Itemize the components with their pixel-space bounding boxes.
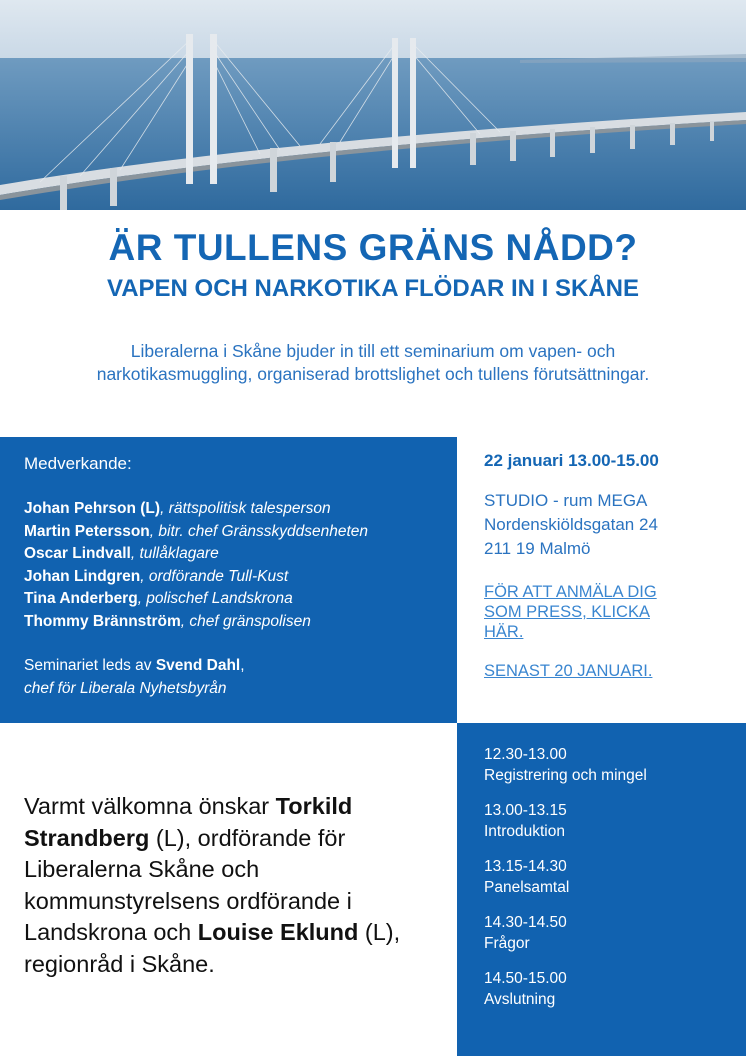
- intro-line-2: narkotikasmuggling, organiserad brottslighet och tullens förutsättningar.: [96, 364, 650, 384]
- moderator-block: [24, 655, 245, 700]
- participants-panel: [0, 437, 457, 723]
- intro-text: [40, 340, 706, 386]
- speaker-item: [24, 588, 368, 611]
- schedule-item: [484, 800, 647, 842]
- schedule-panel: [457, 723, 746, 1056]
- schedule-time: 13.15-14.30: [484, 858, 567, 875]
- event-date: 22 januari 13.00-15.00: [484, 451, 659, 470]
- moderator-prefix: Seminariet leds av: [24, 657, 156, 674]
- participants-heading: Medverkande:: [24, 454, 132, 473]
- schedule-time: 13.00-13.15: [484, 802, 567, 819]
- moderator-name: Svend Dahl: [155, 657, 241, 674]
- venue-line-2: Nordenskiöldsgatan 24: [484, 515, 658, 534]
- welcome-part-3: (L), regionråd i Skåne.: [24, 919, 401, 977]
- schedule-title: Frågor: [484, 935, 530, 952]
- schedule-title: Introduktion: [484, 823, 565, 840]
- venue-line-3: 211 19 Malmö: [484, 539, 591, 558]
- speaker-role: , bitr. chef Gränsskyddsenheten: [149, 522, 369, 540]
- welcome-part-1: Varmt välkomna önskar: [24, 793, 276, 819]
- speaker-name: Martin Petersson: [24, 522, 150, 540]
- venue-line-1: STUDIO - rum MEGA: [484, 491, 648, 510]
- schedule-title: Avslutning: [484, 991, 556, 1008]
- moderator-role: chef för Liberala Nyhetsbyrån: [24, 679, 227, 697]
- page-title: ÄR TULLENS GRÄNS NÅDD?: [108, 227, 638, 268]
- intro-line-1: Liberalerna i Skåne bjuder in till ett seminarium om vapen- och: [130, 341, 616, 361]
- speaker-item: [24, 543, 368, 566]
- speaker-name: Tina Anderberg: [24, 590, 138, 607]
- schedule-item: [484, 856, 647, 898]
- schedule-item: [484, 912, 647, 954]
- speaker-name: Oscar Lindvall: [24, 545, 131, 562]
- schedule-title: Panelsamtal: [484, 879, 570, 896]
- event-venue: [484, 489, 734, 561]
- host-name-2: Louise Eklund: [197, 919, 359, 945]
- welcome-text: [24, 791, 444, 980]
- speaker-name: Johan Lindgren: [24, 567, 141, 585]
- speaker-role: , polischef Landskrona: [137, 590, 293, 607]
- schedule-time: 14.30-14.50: [484, 914, 567, 931]
- press-link-line-2: SOM PRESS, KLICKA: [484, 603, 650, 621]
- speaker-item: [24, 521, 368, 544]
- host-name-1: Torkild Strandberg: [24, 793, 353, 851]
- bridge-photo: [0, 0, 746, 210]
- moderator-suffix: ,: [240, 657, 245, 674]
- schedule-time: 12.30-13.00: [484, 746, 567, 763]
- speaker-role: , ordförande Tull-Kust: [140, 567, 289, 585]
- speaker-role: , rättspolitisk talesperson: [160, 500, 331, 517]
- event-info: [484, 451, 734, 681]
- schedule-item: [484, 744, 647, 786]
- schedule-item: [484, 968, 647, 1010]
- page-subtitle: VAPEN OCH NARKOTIKA FLÖDAR IN I SKÅNE: [106, 275, 639, 302]
- speaker-item: [24, 611, 368, 634]
- schedule-list: [484, 744, 647, 1024]
- welcome-part-2: (L), ordförande för Liberalerna Skåne och kommunstyrelsens ordförande i Landskrona och: [24, 824, 352, 945]
- press-link-line-3: HÄR.: [484, 623, 524, 641]
- speaker-name: Johan Pehrson (L): [24, 500, 161, 517]
- page-title-block: [0, 226, 746, 304]
- press-registration-link[interactable]: [484, 582, 734, 642]
- speaker-item: [24, 498, 368, 521]
- deadline-link[interactable]: SENAST 20 JANUARI.: [484, 662, 653, 680]
- schedule-time: 14.50-15.00: [484, 970, 567, 987]
- press-link-line-1: FÖR ATT ANMÄLA DIG: [484, 583, 657, 601]
- speaker-name: Thommy Brännström: [24, 612, 181, 630]
- speaker-role: , chef gränspolisen: [180, 612, 311, 630]
- speaker-list: [24, 498, 368, 633]
- speaker-item: [24, 566, 368, 589]
- schedule-title: Registrering och mingel: [484, 767, 647, 784]
- speaker-role: , tullåklagare: [130, 545, 219, 562]
